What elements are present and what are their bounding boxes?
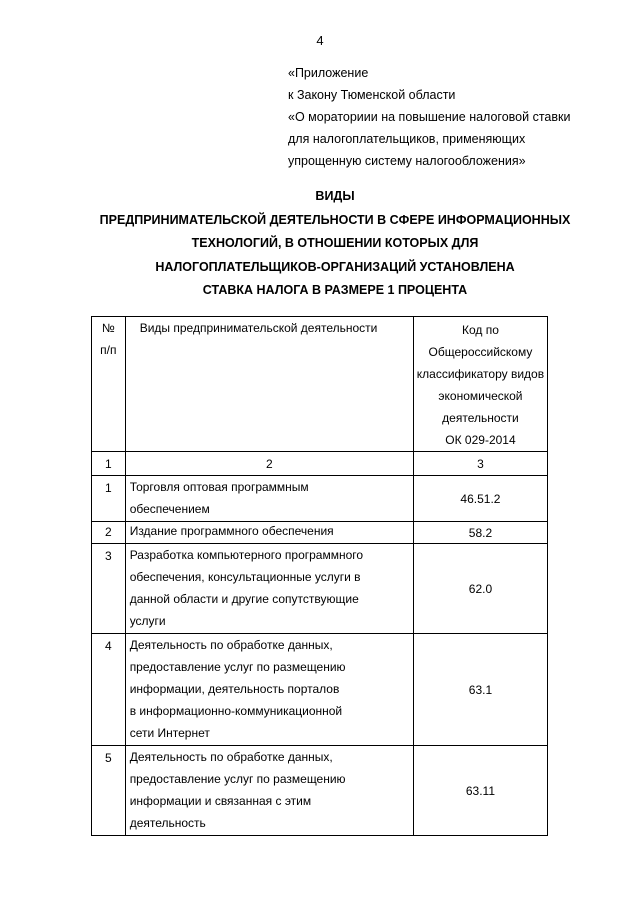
- title-line: ПРЕДПРИНИМАТЕЛЬСКОЙ ДЕЯТЕЛЬНОСТИ В СФЕРЕ ИНФОРМАЦИОННЫХ: [99, 212, 571, 227]
- activity-line: Издание программного обеспечения: [129, 524, 334, 538]
- row-number: 1: [92, 476, 126, 522]
- header-activity: Виды предпринимательской деятельности: [125, 317, 413, 452]
- row-number: 3: [92, 544, 126, 634]
- table-row: [92, 634, 548, 746]
- table-header-row: [92, 317, 548, 452]
- column-number: 2: [125, 452, 413, 476]
- document-title: [60, 185, 610, 303]
- row-activity: [125, 476, 413, 522]
- activity-line: Торговля оптовая программным: [129, 480, 309, 494]
- row-number: 4: [92, 634, 126, 746]
- appendix-line: «О мораториии на повышение налоговой ставки: [288, 110, 571, 124]
- activity-line: предоставление услуг по размещению: [129, 772, 346, 786]
- activity-line: информации, деятельность порталов: [129, 682, 340, 696]
- header-code-line: Код по Общероссийскому: [428, 323, 533, 359]
- row-activity: [125, 634, 413, 746]
- header-code: [413, 317, 547, 452]
- column-number: 1: [92, 452, 126, 476]
- row-number: 2: [92, 522, 126, 544]
- appendix-line: упрощенную систему налогообложения»: [288, 154, 526, 168]
- activity-line: предоставление услуг по размещению: [129, 660, 346, 674]
- page-number: 4: [316, 33, 324, 48]
- table-row: [92, 476, 548, 522]
- header-code-line: ОК 029-2014: [445, 433, 516, 447]
- activity-line: информации и связанная с этим: [129, 794, 312, 808]
- table-row: [92, 544, 548, 634]
- activity-line: услуги: [129, 614, 166, 628]
- row-code: 63.11: [413, 746, 547, 836]
- activity-line: обеспечения, консультационные услуги в: [129, 570, 361, 584]
- activity-line: в информационно-коммуникационной: [129, 704, 343, 718]
- appendix-line: «Приложение: [288, 66, 369, 80]
- table-row: [92, 522, 548, 544]
- header-code-line: классификатору видов: [416, 367, 545, 381]
- header-number-line: п/п: [100, 343, 117, 357]
- activity-line: Деятельность по обработке данных,: [129, 750, 333, 764]
- activity-line: данной области и другие сопутствующие: [129, 592, 359, 606]
- activities-table: [91, 316, 548, 836]
- activity-line: Деятельность по обработке данных,: [129, 638, 333, 652]
- activity-line: деятельность: [129, 816, 206, 830]
- row-activity: [125, 746, 413, 836]
- column-number: 3: [413, 452, 547, 476]
- header-number-line: №: [101, 321, 115, 335]
- title-line: ТЕХНОЛОГИЙ, В ОТНОШЕНИИ КОТОРЫХ ДЛЯ: [191, 236, 479, 250]
- row-code: 46.51.2: [413, 476, 547, 522]
- activity-line: сети Интернет: [129, 726, 210, 740]
- header-code-line: экономической: [438, 389, 523, 403]
- row-activity: [125, 522, 413, 544]
- row-code: 62.0: [413, 544, 547, 634]
- row-activity: [125, 544, 413, 634]
- table-row: [92, 746, 548, 836]
- title-line: НАЛОГОПЛАТЕЛЬЩИКОВ-ОРГАНИЗАЦИЙ УСТАНОВЛЕНА: [155, 259, 515, 274]
- column-number-row: [92, 452, 548, 476]
- row-code: 58.2: [413, 522, 547, 544]
- appendix-line: для налогоплательщиков, применяющих: [288, 132, 526, 146]
- title-line: СТАВКА НАЛОГА В РАЗМЕРЕ 1 ПРОЦЕНТА: [202, 283, 468, 297]
- title-line: ВИДЫ: [315, 189, 355, 203]
- activity-line: обеспечением: [129, 502, 210, 516]
- appendix-header: [288, 62, 628, 172]
- activity-line: Разработка компьютерного программного: [129, 548, 364, 562]
- appendix-line: к Закону Тюменской области: [288, 88, 456, 102]
- header-number: [92, 317, 126, 452]
- row-code: 63.1: [413, 634, 547, 746]
- header-code-line: деятельности: [442, 411, 519, 425]
- row-number: 5: [92, 746, 126, 836]
